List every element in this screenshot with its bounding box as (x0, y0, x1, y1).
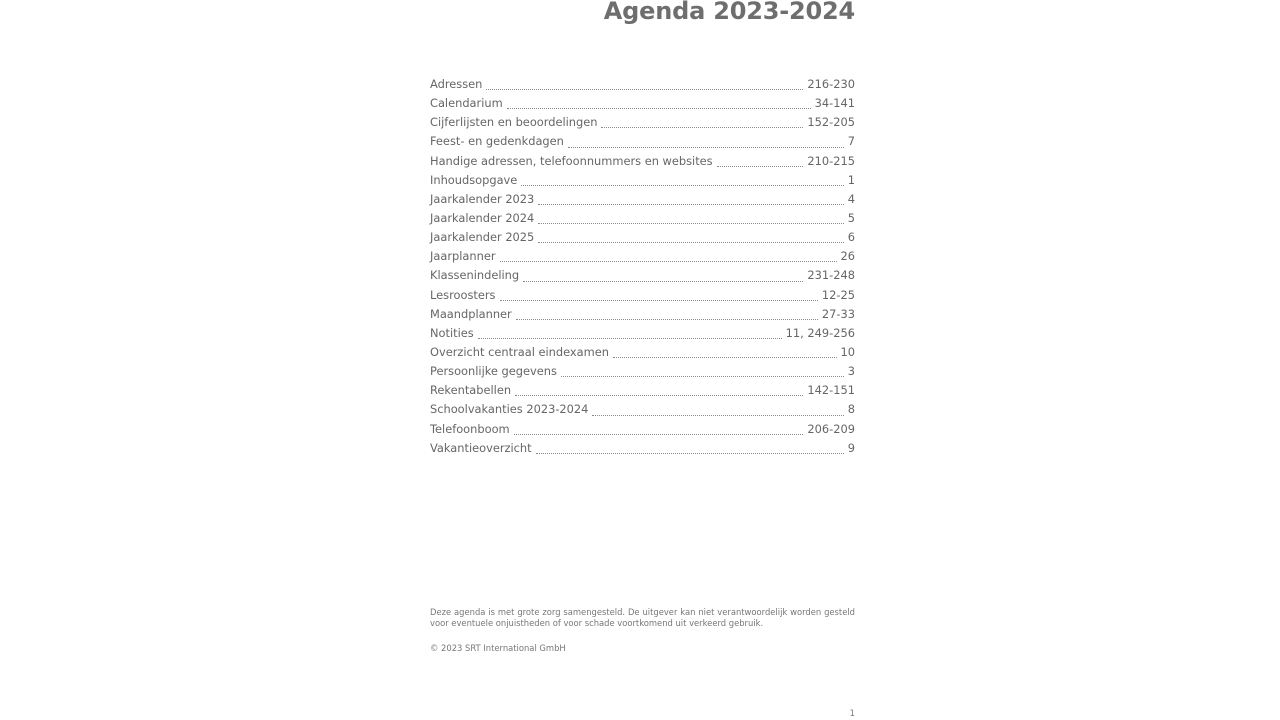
toc-dot-leader (538, 223, 843, 224)
toc-entry (430, 288, 855, 307)
toc-entry-label: Klassenindeling (430, 268, 520, 283)
toc-entry (430, 383, 855, 402)
document-page (430, 0, 855, 720)
toc-entry-page: 1 (847, 172, 855, 187)
toc-entry-page: 216-230 (807, 77, 855, 91)
toc-dot-leader (592, 415, 843, 416)
toc-entry-label: Handige adressen, telefoonnummers en websites (430, 153, 713, 168)
toc-entry (430, 249, 855, 268)
toc-entry (430, 345, 855, 364)
toc-entry-page: 7 (847, 134, 855, 149)
toc-entry-label: Jaarkalender 2025 (430, 230, 535, 245)
toc-dot-leader (507, 108, 811, 109)
toc-entry-page: 9 (847, 440, 855, 455)
toc-entry-page: 10 (840, 344, 855, 359)
copyright-notice: © 2023 SRT International GmbH (430, 643, 566, 653)
toc-entry-label: Adressen (430, 77, 483, 91)
toc-entry-page: 8 (847, 402, 855, 417)
toc-entry (430, 173, 855, 192)
toc-entry-label: Inhoudsopgave (430, 172, 518, 187)
toc-dot-leader (500, 261, 837, 262)
toc-entry-page: 6 (847, 230, 855, 245)
toc-dot-leader (516, 319, 818, 320)
toc-entry-page: 4 (847, 191, 855, 206)
toc-dot-leader (568, 147, 844, 148)
toc-entry-page: 5 (847, 210, 855, 225)
toc-dot-leader (521, 185, 843, 186)
toc-entry-label: Rekentabellen (430, 383, 512, 398)
toc-entry (430, 134, 855, 153)
toc-entry (430, 268, 855, 287)
page-number: 1 (849, 708, 855, 718)
toc-dot-leader (478, 338, 782, 339)
toc-entry-page: 11, 249-256 (785, 325, 855, 340)
toc-entry-page: 27-33 (821, 306, 855, 321)
toc-entry-page: 152-205 (807, 115, 855, 130)
toc-dot-leader (613, 357, 837, 358)
toc-entry (430, 211, 855, 230)
toc-entry-page: 3 (847, 364, 855, 379)
toc-entry-label: Persoonlijke gegevens (430, 364, 557, 379)
toc-entry-label: Jaarkalender 2024 (430, 210, 535, 225)
toc-dot-leader (561, 376, 844, 377)
toc-dot-leader (523, 281, 803, 282)
toc-entry (430, 307, 855, 326)
toc-dot-leader (500, 300, 818, 301)
toc-entry-label: Vakantieoverzicht (430, 440, 532, 455)
toc-entry (430, 154, 855, 173)
toc-entry-page: 210-215 (807, 153, 855, 168)
toc-entry (430, 96, 855, 115)
toc-entry (430, 192, 855, 211)
toc-entry (430, 115, 855, 134)
toc-entry-label: Calendarium (430, 96, 503, 111)
toc-entry (430, 230, 855, 249)
toc-entry-label: Schoolvakanties 2023-2024 (430, 402, 589, 417)
toc-dot-leader (536, 453, 844, 454)
toc-entry (430, 364, 855, 383)
toc-entry-label: Lesroosters (430, 287, 496, 302)
toc-dot-leader (486, 89, 803, 90)
toc-entry-page: 142-151 (807, 383, 855, 398)
disclaimer-text: Deze agenda is met grote zorg samengesteld. De uitgever kan niet verantwoordelijk worden gesteld voor eventuele onjuistheden of voor schade voortkomend uit verkeerd gebruik. (430, 607, 855, 628)
toc-entry-label: Jaarkalender 2023 (430, 191, 535, 206)
toc-dot-leader (538, 204, 843, 205)
toc-entry-label: Feest- en gedenkdagen (430, 134, 564, 149)
toc-entry (430, 77, 855, 96)
toc-entry (430, 402, 855, 421)
toc-entry-page: 231-248 (807, 268, 855, 283)
page-title: Agenda 2023-2024 (603, 0, 855, 25)
toc-entry-page: 206-209 (807, 421, 855, 436)
toc-entry (430, 326, 855, 345)
toc-entry-label: Jaarplanner (430, 249, 496, 264)
toc-entry-label: Cijferlijsten en beoordelingen (430, 115, 598, 130)
toc-dot-leader (717, 166, 804, 167)
toc-dot-leader (601, 127, 803, 128)
toc-entry (430, 441, 855, 460)
toc-entry-label: Overzicht centraal eindexamen (430, 344, 609, 359)
toc-entry-page: 12-25 (821, 287, 855, 302)
toc-entry-label: Telefoonboom (430, 421, 510, 436)
toc-entry-label: Notities (430, 325, 474, 340)
toc-entry-label: Maandplanner (430, 306, 512, 321)
table-of-contents (430, 77, 855, 460)
toc-entry-page: 34-141 (814, 96, 855, 111)
toc-entry-page: 26 (840, 249, 855, 264)
toc-dot-leader (538, 242, 843, 243)
toc-dot-leader (514, 434, 804, 435)
toc-dot-leader (515, 395, 803, 396)
toc-entry (430, 422, 855, 441)
